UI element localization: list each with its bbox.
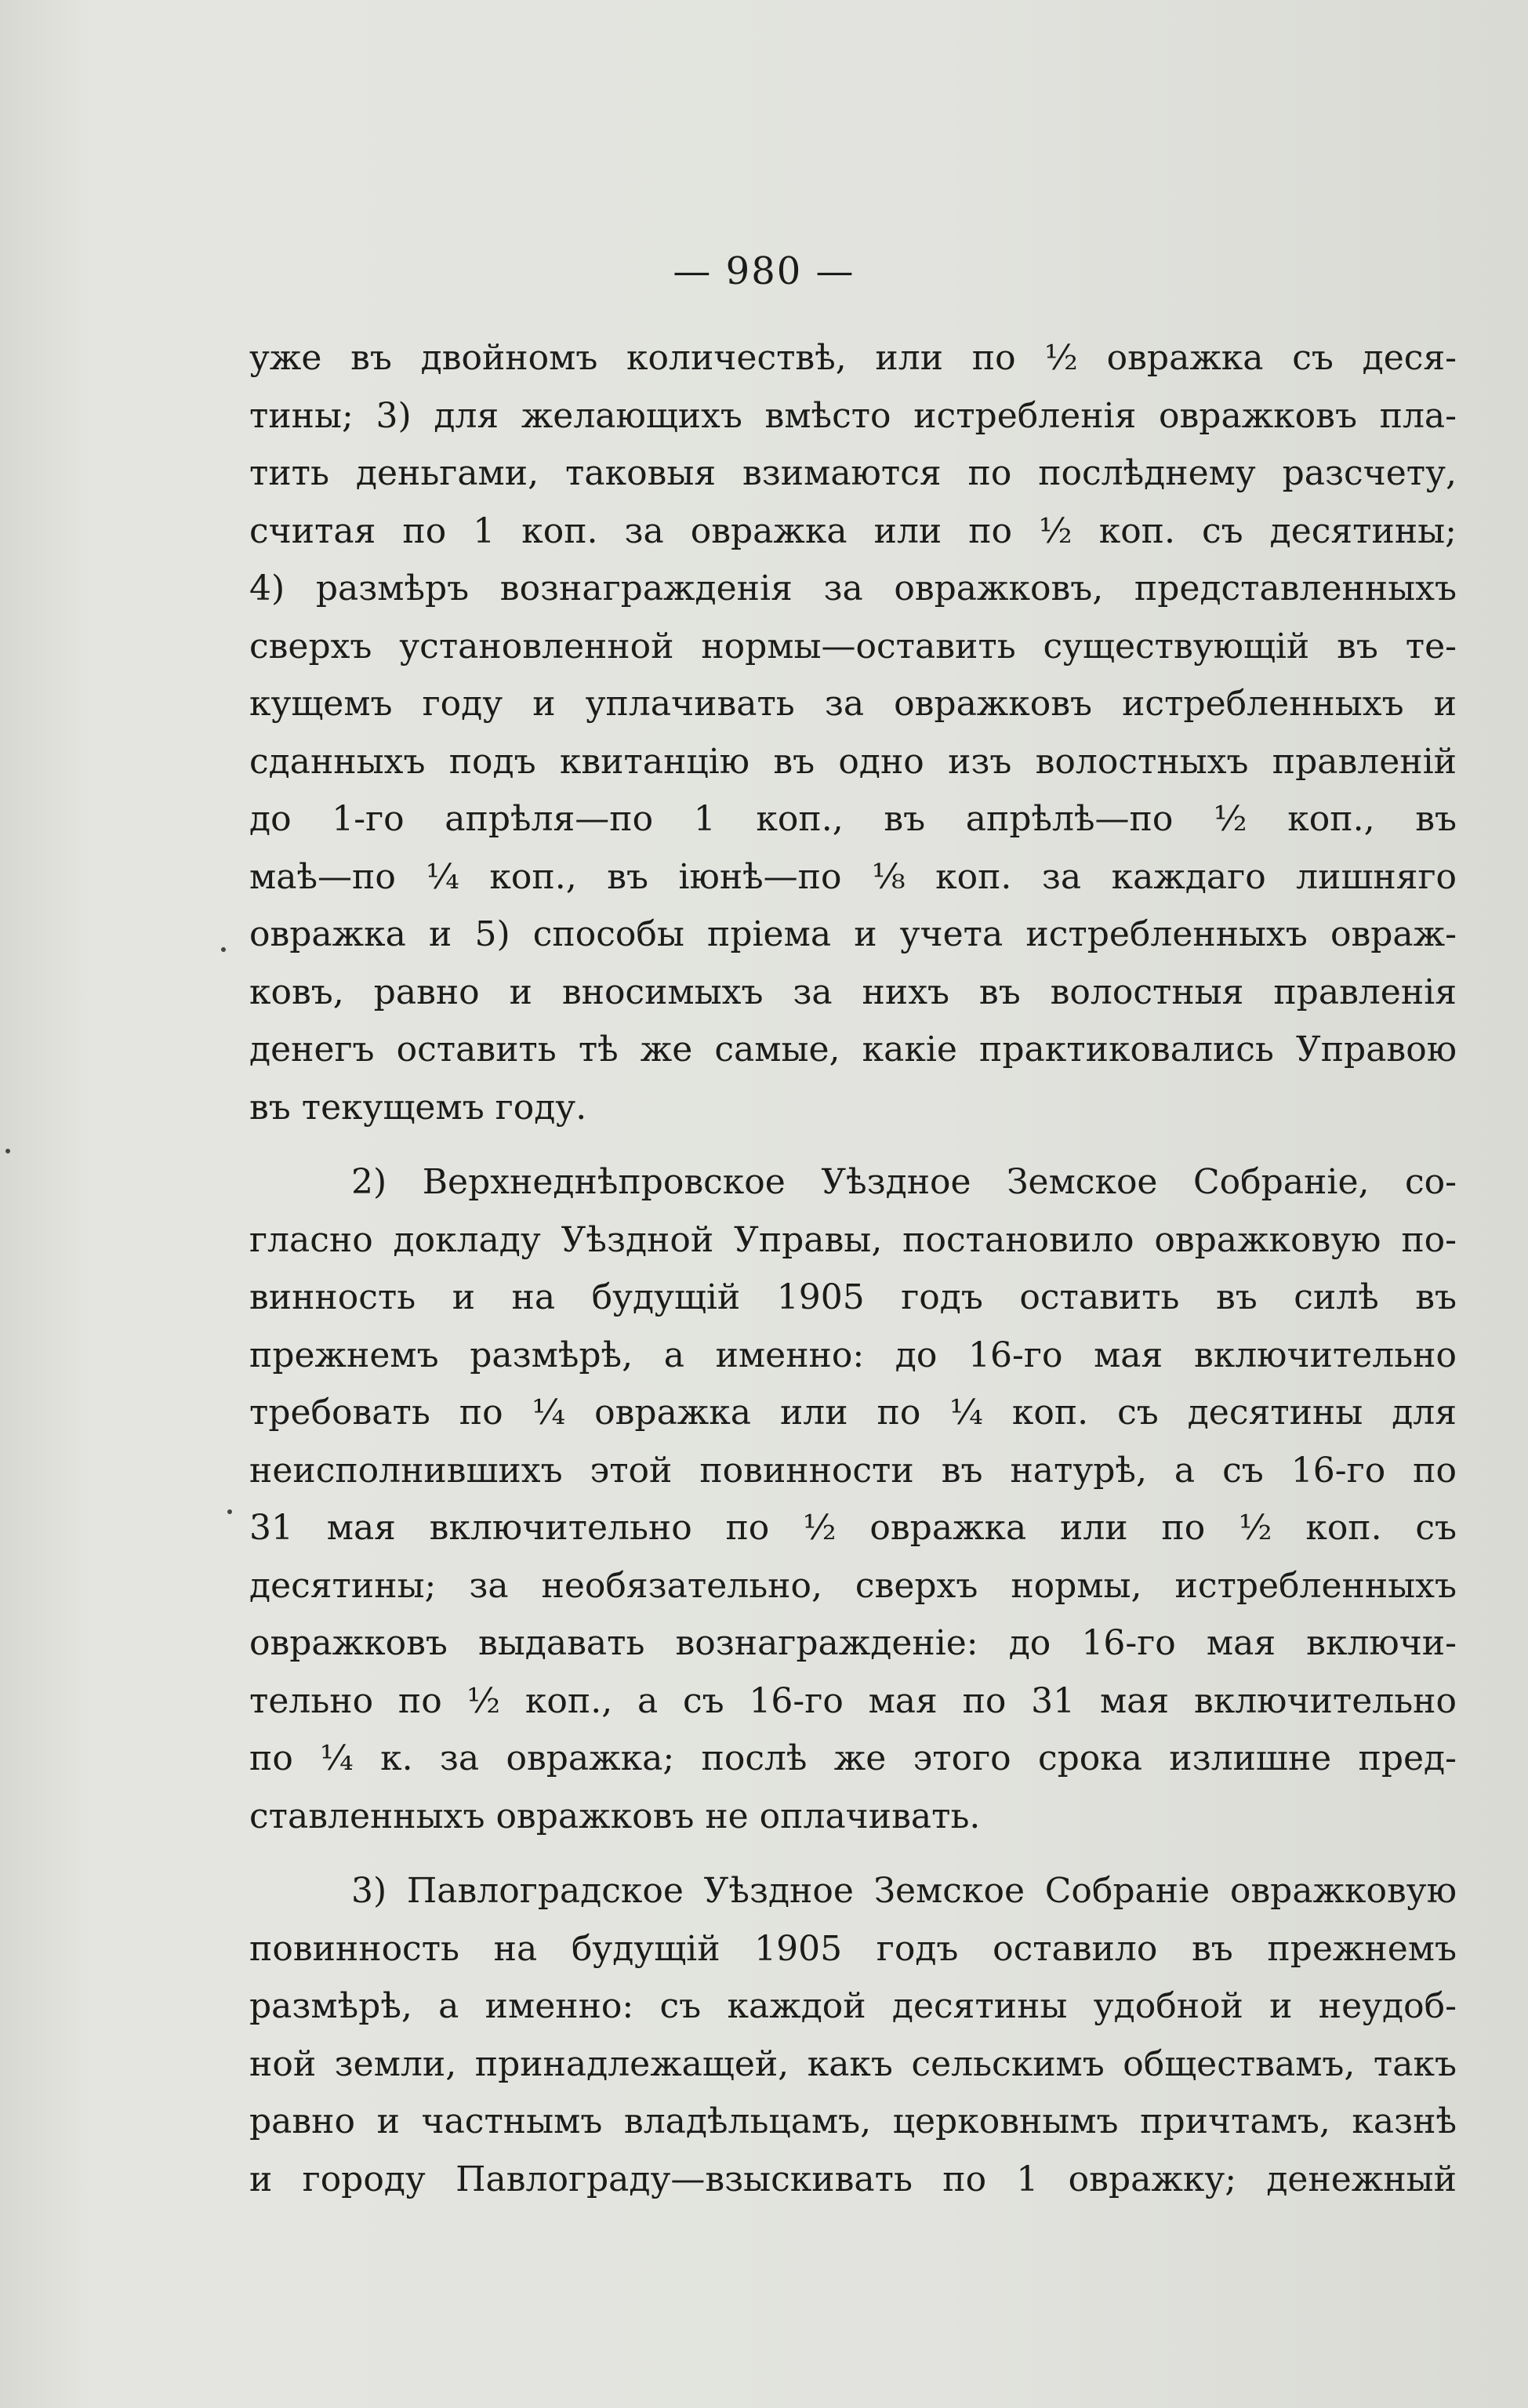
text-line: равно и частнымъ владѣльцамъ, церковнымъ причтамъ, казнѣ [249,2101,1457,2141]
text-line: гласно докладу Уѣздной Управы, постановило овражковую по- [249,1219,1457,1260]
text-line: 4) размѣръ вознагражденія за овражковъ, представленныхъ [249,568,1457,608]
text-line: овражка и 5) способы пріема и учета истребленныхъ овраж- [249,914,1457,954]
text-line: размѣрѣ, а именно: съ каждой десятины удобной и неудоб- [249,1986,1457,2026]
text-line: по ¼ к. за овражка; послѣ же этого срока излишне пред- [249,1738,1457,1778]
margin-speck [221,947,226,952]
text-line: винность и на будущій 1905 годъ оставить въ силѣ въ [249,1277,1457,1317]
body-text [249,329,1457,2208]
text-line: 31 мая включительно по ½ овражка или по ½ коп. съ [249,1508,1457,1548]
text-line: 2) Верхнеднѣпровское Уѣздное Земское Собраніе, со- [351,1162,1457,1202]
text-line: тины; 3) для желающихъ вмѣсто истребленія овражковъ пла- [249,395,1457,436]
text-line: до 1-го апрѣля—по 1 коп., въ апрѣлѣ—по ½ коп., въ [249,799,1457,839]
text-line: неисполнившихъ этой повинности въ натурѣ, а съ 16-го по [249,1450,1457,1491]
text-line: сверхъ установленной нормы—оставить существующій въ те- [249,626,1457,666]
text-line: 3) Павлоградское Уѣздное Земское Собраніе овражковую [351,1871,1457,1911]
text-line: ной земли, принадлежащей, какъ сельскимъ обществамъ, такъ [249,2043,1457,2084]
text-line: кущемъ году и уплачивать за овражковъ истребленныхъ и [249,684,1457,724]
text-line: и городу Павлограду—взыскивать по 1 овражку; денежный [249,2159,1457,2199]
text-line: маѣ—по ¼ коп., въ іюнѣ—по ⅛ коп. за каждаго лишняго [249,856,1457,897]
text-line: тельно по ½ коп., а съ 16-го мая по 31 мая включительно [249,1680,1457,1721]
text-line: сданныхъ подъ квитанцію въ одно изъ волостныхъ правленій [249,741,1457,782]
text-line: тить деньгами, таковыя взимаются по послѣднему разсчету, [249,453,1457,493]
text-line: требовать по ¼ овражка или по ¼ коп. съ десятины для [249,1393,1457,1433]
text-line: считая по 1 коп. за овражка или по ½ коп. съ десятины; [249,510,1457,551]
text-line: овражковъ выдавать вознагражденіе: до 16-го мая включи- [249,1623,1457,1663]
text-line: повинность на будущій 1905 годъ оставило въ прежнемъ [249,1928,1457,1969]
margin-speck [5,1149,10,1153]
text-line: десятины; за необязательно, сверхъ нормы, истребленныхъ [249,1565,1457,1606]
text-line: уже въ двойномъ количествѣ, или по ½ овражка съ деся- [249,338,1457,378]
text-line: ковъ, равно и вносимыхъ за нихъ въ волостныя правленія [249,972,1457,1012]
text-line: денегъ оставить тѣ же самые, какіе практиковались Управою [249,1030,1457,1070]
text-line: въ текущемъ году. [249,1087,587,1128]
text-line: прежнемъ размѣрѣ, а именно: до 16-го мая включительно [249,1335,1457,1375]
margin-speck [227,1509,232,1514]
page-number: — 980 — [673,249,855,293]
text-line: ставленныхъ овражковъ не оплачивать. [249,1796,981,1836]
